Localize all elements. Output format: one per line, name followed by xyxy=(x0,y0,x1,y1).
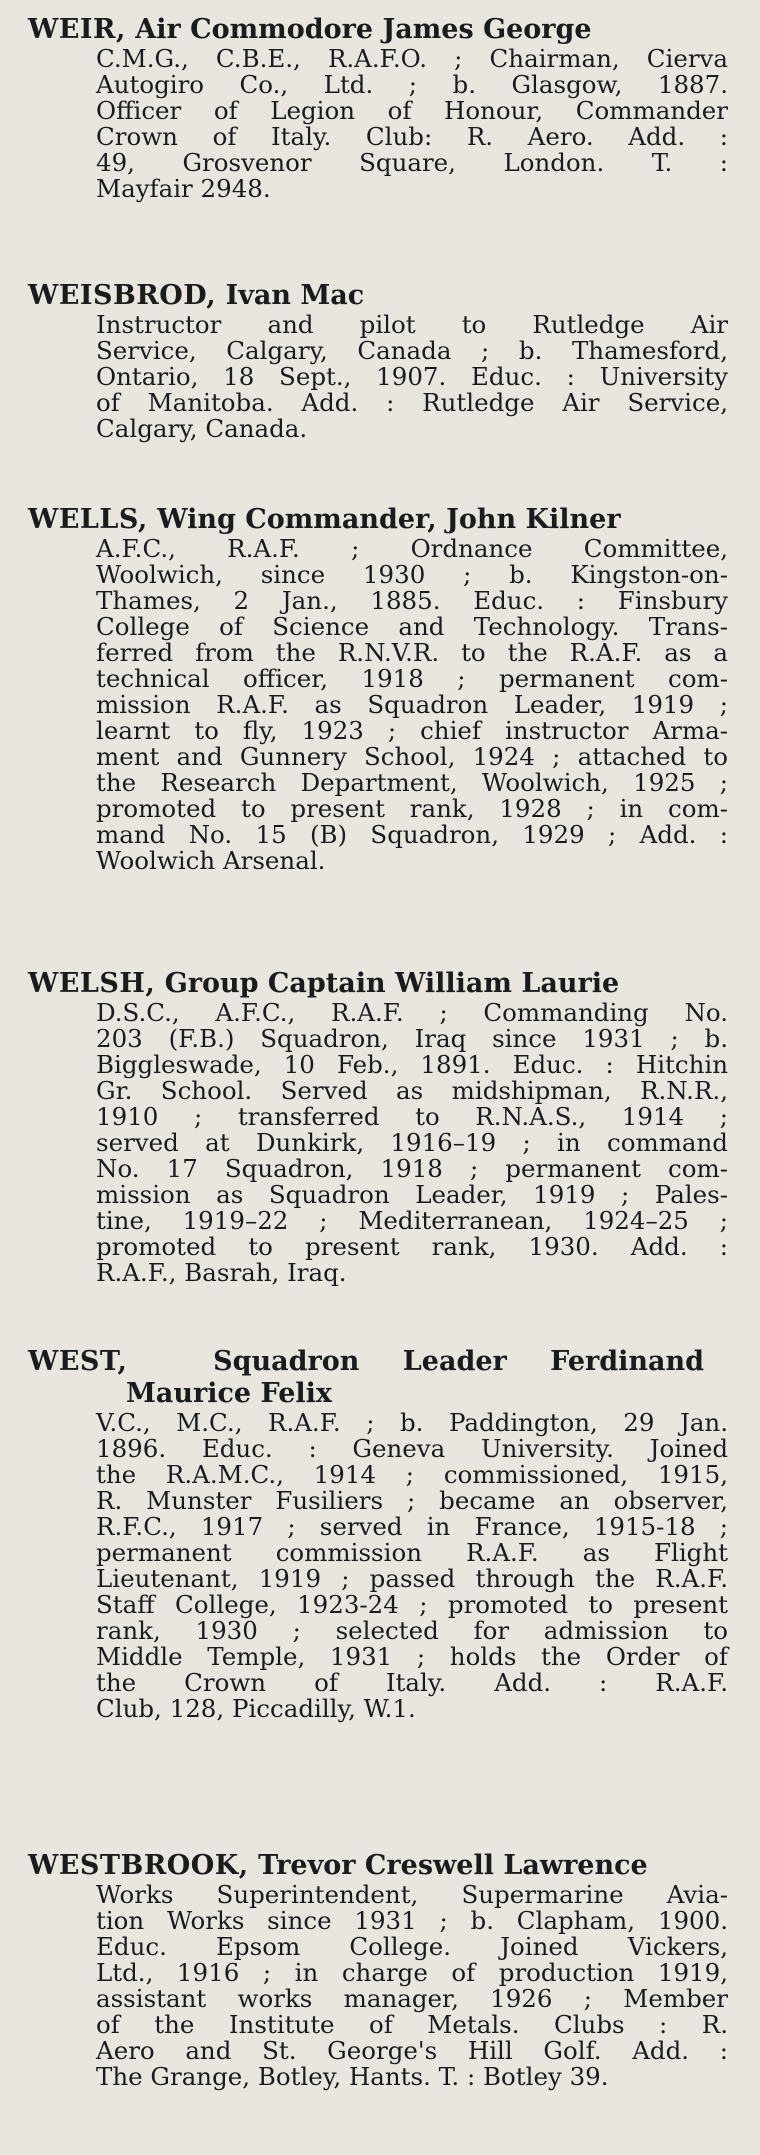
entry-line: No. 17 Squadron, 1918 ; permanent com- xyxy=(96,1154,728,1183)
entry-line: 1910 ; transferred to R.N.A.S., 1914 ; xyxy=(96,1102,728,1131)
entry-line: learnt to fly, 1923 ; chief instructor Arma- xyxy=(96,716,728,745)
entry-name: Trevor Creswell Lawrence xyxy=(258,1850,648,1881)
entry-line: 1896. Educ. : Geneva University. Joined xyxy=(96,1434,728,1463)
entry-westbrook xyxy=(28,1850,728,2090)
entry-line: The Grange, Botley, Hants. T. : Botley 39. xyxy=(96,2062,609,2091)
entry-line: ment and Gunnery School, 1924 ; attached to xyxy=(96,742,728,771)
entry-welsh xyxy=(28,968,728,1286)
entry-heading xyxy=(28,504,728,536)
entry-line: Educ. Epsom College. Joined Vickers, xyxy=(96,1932,728,1961)
entry-line: Calgary, Canada. xyxy=(96,414,308,443)
entry-line: Ontario, 18 Sept., 1907. Educ. : University xyxy=(96,362,728,391)
entry-line: Officer of Legion of Honour, Commander xyxy=(96,96,728,125)
entry-line: Aero and St. George's Hill Golf. Add. : xyxy=(96,2036,728,2065)
entry-line: permanent commission R.A.F. as Flight xyxy=(96,1538,728,1567)
entry-line: 203 (F.B.) Squadron, Iraq since 1931 ; b. xyxy=(96,1024,728,1053)
entry-line: D.S.C., A.F.C., R.A.F. ; Commanding No. xyxy=(96,998,728,1027)
entry-line: R.F.C., 1917 ; served in France, 1915-18 ; xyxy=(96,1512,728,1541)
entry-line: mand No. 15 (B) Squadron, 1929 ; Add. : xyxy=(96,820,728,849)
entry-line: Crown of Italy. Club: R. Aero. Add. : xyxy=(96,122,728,151)
entry-line: C.M.G., C.B.E., R.A.F.O. ; Chairman, Cierva xyxy=(96,44,728,73)
entry-line: Autogiro Co., Ltd. ; b. Glasgow, 1887. xyxy=(96,70,728,99)
entry-line: Ltd., 1916 ; in charge of production 1919, xyxy=(96,1958,728,1987)
entry-name: Squadron Leader Ferdinand xyxy=(213,1346,704,1377)
entry-line: Club, 128, Piccadilly, W.1. xyxy=(96,1694,416,1723)
entry-line: mission as Squadron Leader, 1919 ; Pales- xyxy=(96,1180,728,1209)
entry-surname: WELSH, xyxy=(28,968,156,999)
entry-line: Woolwich, since 1930 ; b. Kingston-on- xyxy=(96,560,728,589)
entry-line: College of Science and Technology. Trans- xyxy=(96,612,728,641)
entry-name: Air Commodore James George xyxy=(135,14,592,45)
entry-west xyxy=(28,1346,728,1722)
entry-weisbrod xyxy=(28,280,728,442)
entry-line: Middle Temple, 1931 ; holds the Order of xyxy=(96,1642,728,1671)
entry-line: Works Superintendent, Supermarine Avia- xyxy=(96,1880,728,1909)
entry-name: Group Captain William Laurie xyxy=(164,968,620,999)
entry-line: the Research Department, Woolwich, 1925 ; xyxy=(96,768,728,797)
entry-line: promoted to present rank, 1928 ; in com- xyxy=(96,794,728,823)
entry-line: served at Dunkirk, 1916–19 ; in command xyxy=(96,1128,728,1157)
entry-line: mission R.A.F. as Squadron Leader, 1919 ; xyxy=(96,690,728,719)
entry-name: Ivan Mac xyxy=(225,280,365,311)
entry-line: rank, 1930 ; selected for admission to xyxy=(96,1616,728,1645)
entry-line: technical officer, 1918 ; permanent com- xyxy=(96,664,728,693)
entry-line: of Manitoba. Add. : Rutledge Air Service, xyxy=(96,388,728,417)
entry-line: the R.A.M.C., 1914 ; commissioned, 1915, xyxy=(96,1460,728,1489)
entry-line: V.C., M.C., R.A.F. ; b. Paddington, 29 Jan. xyxy=(96,1408,728,1437)
entry-line: of the Institute of Metals. Clubs : R. xyxy=(96,2010,728,2039)
entry-line: Mayfair 2948. xyxy=(96,174,271,203)
entry-line: tine, 1919–22 ; Mediterranean, 1924–25 ; xyxy=(96,1206,728,1235)
entry-heading xyxy=(28,968,728,1000)
entry-surname: WEISBROD, xyxy=(28,280,217,311)
entry-name: Wing Commander, John Kilner xyxy=(157,504,621,535)
entry-wells xyxy=(28,504,728,874)
entry-line: 49, Grosvenor Square, London. T. : xyxy=(96,148,728,177)
entry-surname: WELLS, xyxy=(28,504,148,535)
entry-surname: WESTBROOK, xyxy=(28,1850,249,1881)
entry-line: A.F.C., R.A.F. ; Ordnance Committee, xyxy=(96,534,728,563)
entry-heading xyxy=(28,280,728,312)
entry-line: tion Works since 1931 ; b. Clapham, 1900. xyxy=(96,1906,728,1935)
entry-line: Service, Calgary, Canada ; b. Thamesford, xyxy=(96,336,728,365)
entry-line: assistant works manager, 1926 ; Member xyxy=(96,1984,728,2013)
entry-heading xyxy=(28,1346,704,1378)
entry-weir xyxy=(28,14,728,202)
entry-line: Biggleswade, 10 Feb., 1891. Educ. : Hitchin xyxy=(96,1050,728,1079)
entry-line: the Crown of Italy. Add. : R.A.F. xyxy=(96,1668,728,1697)
entry-line: Lieutenant, 1919 ; passed through the R.A.F. xyxy=(96,1564,728,1593)
entry-line: Gr. School. Served as midshipman, R.N.R., xyxy=(96,1076,728,1105)
entry-surname: WEST, xyxy=(28,1346,128,1377)
entry-line: Woolwich Arsenal. xyxy=(96,846,326,875)
entry-line: Instructor and pilot to Rutledge Air xyxy=(96,310,728,339)
entry-surname: WEIR, xyxy=(28,14,126,45)
entry-line: ferred from the R.N.V.R. to the R.A.F. as a xyxy=(96,638,728,667)
entry-line: R.A.F., Basrah, Iraq. xyxy=(96,1258,347,1287)
entry-line: promoted to present rank, 1930. Add. : xyxy=(96,1232,728,1261)
entry-heading xyxy=(28,1850,728,1882)
entry-line: Staff College, 1923-24 ; promoted to present xyxy=(96,1590,728,1619)
entry-line: R. Munster Fusiliers ; became an observer, xyxy=(96,1486,728,1515)
entry-heading xyxy=(28,14,728,46)
entry-name-continued: Maurice Felix xyxy=(126,1378,332,1409)
entry-line: Thames, 2 Jan., 1885. Educ. : Finsbury xyxy=(96,586,728,615)
